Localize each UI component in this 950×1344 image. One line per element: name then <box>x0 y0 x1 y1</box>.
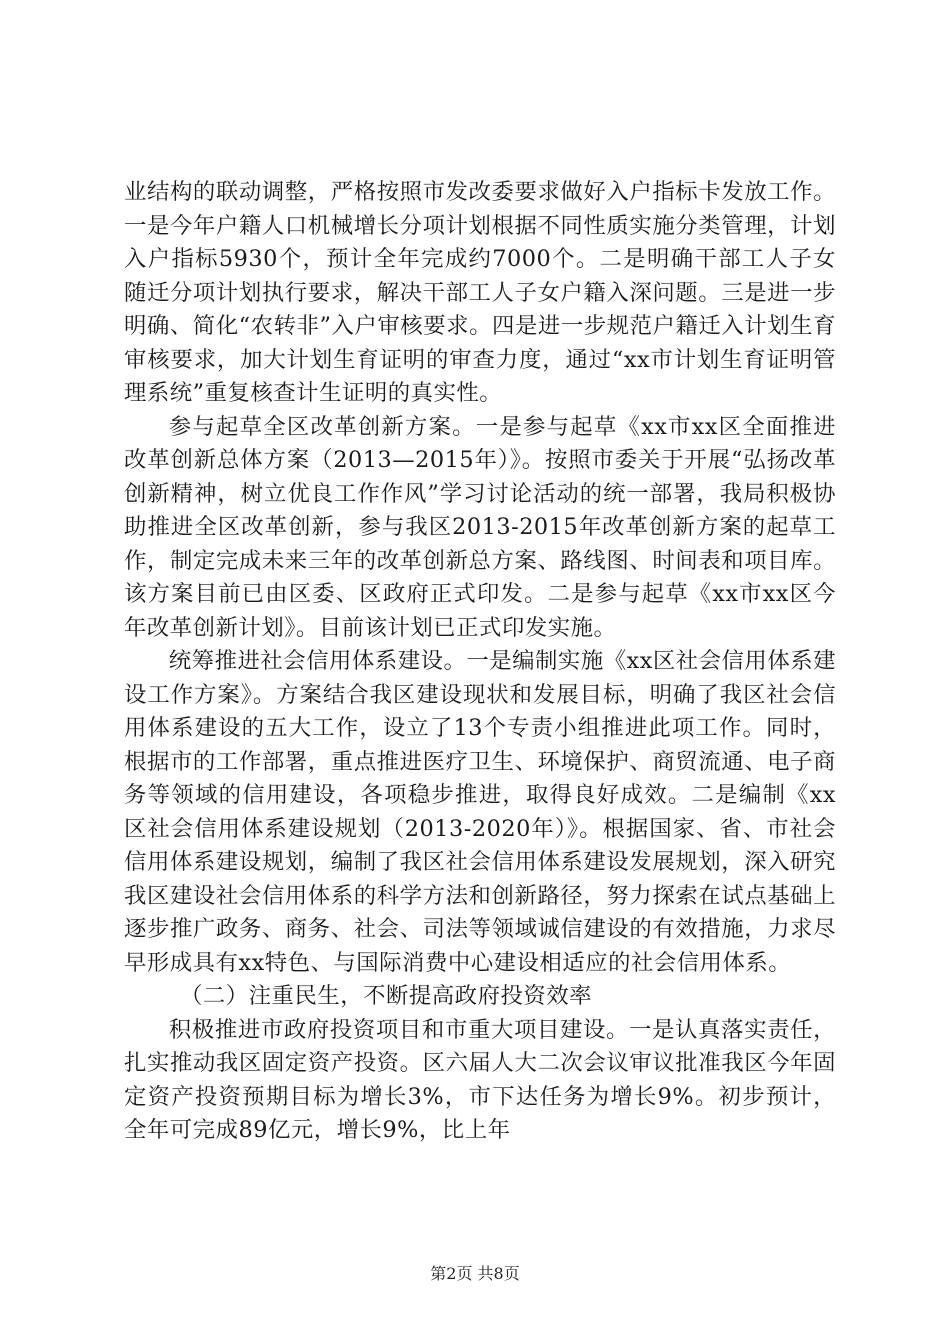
document-body <box>124 176 836 1148</box>
section-heading-livelihood: （二）注重民生，不断提高政府投资效率 <box>180 983 593 1009</box>
paragraph-social-credit: 统筹推进社会信用体系建设。一是编制实施《xx区社会信用体系建设工作方案》。方案结合我区建设现状和发展目标，明确了我区社会信用体系建设的五大工作，设立了13个专责小组推进此项工作。同时，根据市的工作部署，重点推进医疗卫生、环境保护、商贸流通、电子商务等领域的信用建设，各项稳步推进，取得良好成效。二是编制《xx区社会信用体系建设规划（2013-2020年）》。根据国家、省、市社会信用体系建设规划，编制了我区社会信用体系建设发展规划，深入研究我区建设社会信用体系的科学方法和创新路径，努力探索在试点基础上逐步推广政务、商务、社会、司法等领域诚信建设的有效措施，力求尽早形成具有xx特色、与国际消费中心建设相适应的社会信用体系。 <box>124 648 836 976</box>
page-number-footer: 第2页 共8页 <box>430 1264 520 1283</box>
paragraph-household-registration: 业结构的联动调整，严格按照市发改委要求做好入户指标卡发放工作。一是今年户籍人口机械增长分项计划根据不同性质实施分类管理，计划入户指标5930个，预计全年完成约7000个。二是明确干部工人子女随迁分项计划执行要求，解决干部工人子女户籍入深问题。三是进一步明确、简化“农转非”入户审核要求。四是进一步规范户籍迁入计划生育审核要求，加大计划生育证明的审查力度，通过“xx市计划生育证明管理系统”重复核查计生证明的真实性。 <box>124 179 836 406</box>
paragraph-investment-projects: 积极推进市政府投资项目和市重大项目建设。一是认真落实责任，扎实推动我区固定资产投资。区六届人大二次会议审议批准我区今年固定资产投资预期目标为增长3%，市下达任务为增长9%。初步预计，全年可完成89亿元，增长9%，比上年 <box>124 1016 836 1143</box>
paragraph-reform-innovation: 参与起草全区改革创新方案。一是参与起草《xx市xx区全面推进改革创新总体方案（2013—2015年）》。按照市委关于开展“弘扬改革创新精神，树立优良工作作风”学习讨论活动的统一部署，我局积极协助推进全区改革创新，参与我区2013-2015年改革创新方案的起草工作，制定完成未来三年的改革创新总方案、路线图、时间表和项目库。该方案目前已由区委、区政府正式印发。二是参与起草《xx市xx区今年改革创新计划》。目前该计划已正式印发实施。 <box>124 413 836 641</box>
